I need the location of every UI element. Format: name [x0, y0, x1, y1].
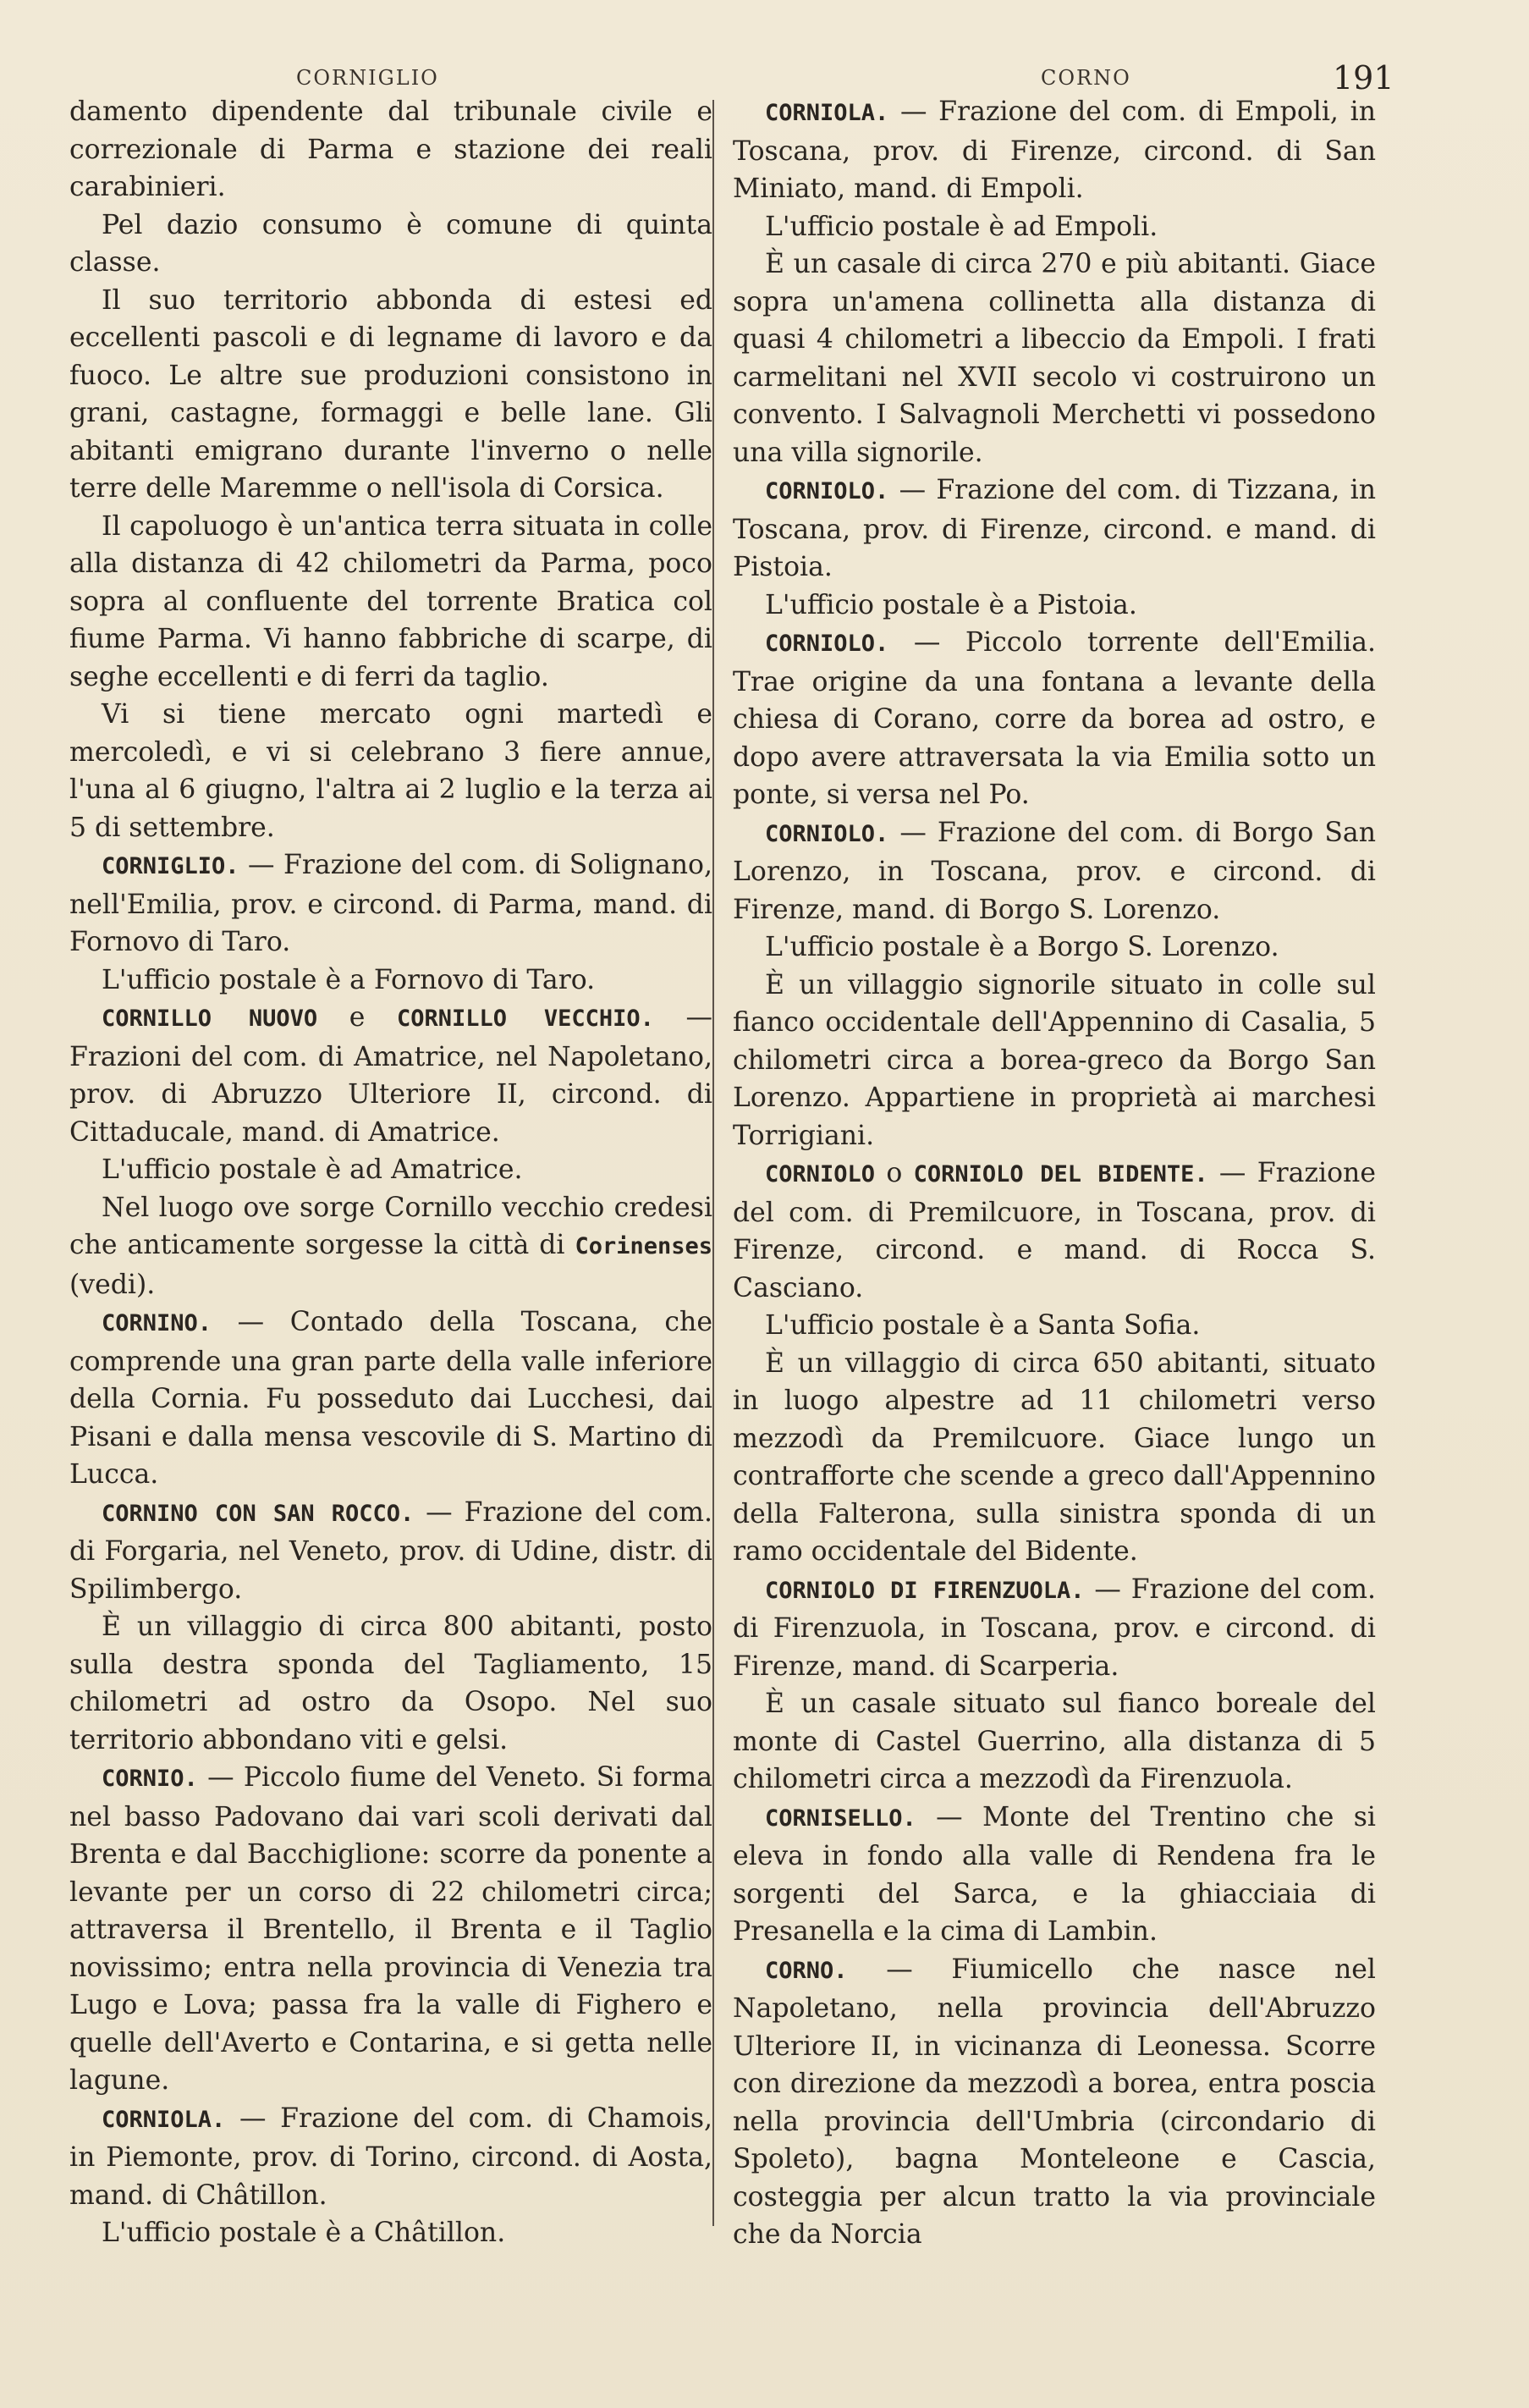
paragraph: L'ufficio postale è ad Empoli. [765, 211, 1158, 242]
entry-text: — Frazioni del com. di Amatrice, nel Napoletano, prov. di Abruzzo Ulteriore II, circond. di Cittaducale, mand. di Amatrice. [69, 1002, 712, 1148]
entry-headword: CORNILLO NUOVO [102, 1006, 318, 1032]
entry-corniglio [69, 846, 712, 962]
entry-corniola-toscana [733, 93, 1376, 208]
entry-cornisello [733, 1799, 1376, 1951]
paragraph [69, 1189, 712, 1304]
paragraph: L'ufficio postale è a Borgo S. Lorenzo. [765, 932, 1279, 962]
entry-headword: CORNIOLO DI FIRENZUOLA. [765, 1577, 1085, 1604]
entry-text: — Frazione del com. di Forgaria, nel Veneto, prov. di Udine, distr. di Spilimbergo. [69, 1496, 712, 1605]
entry-corniola-piemonte [69, 2100, 712, 2215]
entry-headword: CORNIOLA. [765, 100, 889, 126]
paragraph: È un casale situato sul fianco boreale del monte di Castel Guerrino, alla distanza di 5 chilometri circa a mezzodì da Firenzuola. [733, 1689, 1376, 1794]
paragraph: L'ufficio postale è a Châtillon. [102, 2218, 506, 2248]
entry-headword: CORNILLO VECCHIO. [396, 1006, 654, 1032]
entry-headword: CORNIOLO DEL BIDENTE. [913, 1161, 1208, 1187]
entry-text: — Fiumicello che nasce nel Napoletano, nella provincia dell'Abruzzo Ulteriore II, in vicinanza di Leonessa. Scorre con direzione da mezzodì a borea, entra poscia nella provincia dell'Umbria (circondario di Spoleto), bagna Monteleone e Cascia, costeggia per alcun tratto la via provinciale che da Norcia [733, 1953, 1376, 2250]
entry-corniolo-borgo [733, 814, 1376, 929]
entry-corno [733, 1951, 1376, 2254]
entry-text: — Piccolo fiume del Veneto. Si forma nel basso Padovano dai vari scoli derivati dal Brenta e dal Bacchiglione: scorre da ponente a levante per un corso di 22 chilometri circa; attraversa il Brentello, il Brenta e il Taglio novissimo; entra nella provincia di Venezia tra Lugo e Lova; passa fra la valle di Fighero e quelle dell'Averto e Contarina, e si getta nelle lagune. [69, 1762, 712, 2096]
entry-headword: CORNIOLA. [102, 2106, 226, 2133]
column-divider [712, 100, 714, 2226]
left-column [69, 93, 712, 2252]
entry-corniolo-del-bidente [733, 1154, 1376, 1307]
entry-headword: CORNINO. [102, 1310, 212, 1336]
entry-corniolo-torrente [733, 624, 1376, 814]
paragraph: È un villaggio signorile situato in colle sul fianco occidentale dell'Appennino di Casalia, 5 chilometri circa a borea-greco da Borgo San Lorenzo. Appartiene in proprietà ai marchesi Torrigiani. [733, 969, 1376, 1151]
entry-text: — Frazione del com. di Firenzuola, in Toscana, prov. e circond. di Firenze, mand. di Scarperia. [733, 1573, 1377, 1682]
paragraph: Il capoluogo è un'antica terra situata in colle alla distanza di 42 chilometri da Parma, poco sopra al confluente del torrente Bratica col fiume Parma. Vi hanno fabbriche di scarpe, di seghe eccellenti e di ferri da taglio. [69, 510, 712, 692]
entry-text: — Contado della Toscana, che comprende una gran parte della valle inferiore della Cornia. Fu posseduto dai Lucchesi, dai Pisani e dalla mensa vescovile di S. Martino di Lucca. [69, 1307, 712, 1490]
running-head-left: CORNIGLIO [296, 66, 439, 90]
entry-text: — Frazione del com. di Empoli, in Toscana, prov. di Firenze, circond. di San Miniato, mand. di Empoli. [733, 96, 1376, 204]
paragraph: È un villaggio di circa 800 abitanti, posto sulla destra sponda del Tagliamento, 15 chilometri ad ostro da Osopo. Nel suo territorio abbondano viti e gelsi. [69, 1612, 712, 1755]
entry-headword: CORNIOLO. [765, 631, 889, 657]
entry-join: e [317, 1002, 397, 1033]
entry-cornio [69, 1759, 712, 2100]
paragraph: È un villaggio di circa 650 abitanti, situato in luogo alpestre ad 11 chilometri verso mezzodì da Premilcuore. Giace lungo un contrafforte che scende a greco dall'Appennino della Falterona, sulla sinistra sponda di un ramo occidentale del Bidente. [733, 1347, 1376, 1567]
entry-headword: CORNINO CON SAN ROCCO. [102, 1500, 415, 1527]
entry-join: o [875, 1158, 914, 1188]
entry-headword: CORNIOLO. [765, 820, 889, 847]
entry-headword: CORNIOLO [765, 1161, 876, 1187]
right-column [733, 93, 1376, 2254]
paragraph-text: Nel luogo ove sorge Cornillo vecchio credesi che anticamente sorgesse la città di [69, 1192, 712, 1260]
entry-corniolo-di-firenzuola [733, 1571, 1376, 1686]
running-head-right: CORNO [1041, 66, 1131, 90]
paragraph: Vi si tiene mercato ogni martedì e mercoledì, e vi si celebrano 3 fiere annue, l'una al 6 giugno, l'altra ai 2 luglio e la terza ai 5 di settembre. [69, 699, 712, 843]
cross-reference: Corinenses [575, 1233, 712, 1259]
paragraph: L'ufficio postale è a Pistoia. [765, 589, 1137, 620]
entry-text: — Frazione del com. di Premilcuore, in Toscana, prov. di Firenze, circond. e mand. di Rocca S. Casciano. [733, 1158, 1376, 1303]
paragraph: L'ufficio postale è ad Amatrice. [102, 1154, 523, 1185]
entry-headword: CORNIGLIO. [102, 853, 239, 879]
entry-text: — Monte del Trentino che si eleva in fondo alla valle di Rendena fra le sorgenti del Sarca, e la ghiacciaia di Presanella e la cima di Lambin. [733, 1801, 1376, 1947]
entry-cornino [69, 1303, 712, 1494]
entry-headword: CORNIO. [102, 1766, 198, 1792]
page-number: 191 [1333, 59, 1394, 96]
paragraph-text: (vedi). [69, 1269, 156, 1300]
paragraph: È un casale di circa 270 e più abitanti. Giace sopra un'amena collinetta alla distanza di quasi 4 chilometri a libeccio da Empoli. I frati carmelitani nel XVII secolo vi costruirono un convento. I Salvagnoli Merchetti vi possedono una villa signorile. [733, 249, 1376, 468]
entry-text: — Frazione del com. di Chamois, in Piemonte, prov. di Torino, circond. di Aosta, mand. di Châtillon. [69, 2102, 712, 2211]
paragraph: L'ufficio postale è a Santa Sofia. [765, 1310, 1201, 1341]
entry-cornillo [69, 999, 712, 1151]
paragraph: Pel dazio consumo è comune di quinta classe. [69, 209, 712, 278]
entry-text: — Piccolo torrente dell'Emilia. Trae origine da una fontana a levante della chiesa di Corano, corre da borea ad ostro, e dopo avere attraversata la via Emilia sotto un ponte, si versa nel Po. [733, 627, 1376, 810]
entry-text: — Frazione del com. di Borgo San Lorenzo, in Toscana, prov. e circond. di Firenze, mand. di Borgo S. Lorenzo. [733, 817, 1376, 925]
entry-corniolo-tizzana [733, 471, 1376, 587]
entry-cornino-con-san-rocco [69, 1494, 712, 1609]
entry-headword: CORNIOLO. [765, 478, 889, 504]
paragraph: damento dipendente dal tribunale civile e correzionale di Parma e stazione dei reali carabinieri. [69, 96, 712, 202]
entry-headword: CORNO. [765, 1957, 848, 1984]
entry-headword: CORNISELLO. [765, 1805, 916, 1832]
paragraph: Il suo territorio abbonda di estesi ed eccellenti pascoli e di legname di lavoro e da fuoco. Le altre sue produzioni consistono in grani, castagne, formaggi e belle lane. Gli abitanti emigrano durante l'inverno o nelle terre delle Maremme o nell'isola di Corsica. [69, 284, 712, 504]
entry-text: — Frazione del com. di Tizzana, in Toscana, prov. di Firenze, circond. e mand. di Pistoia. [733, 475, 1376, 582]
entry-text: — Frazione del com. di Solignano, nell'Emilia, prov. e circond. di Parma, mand. di Fornovo di Taro. [69, 850, 712, 957]
paragraph: L'ufficio postale è a Fornovo di Taro. [102, 964, 596, 995]
